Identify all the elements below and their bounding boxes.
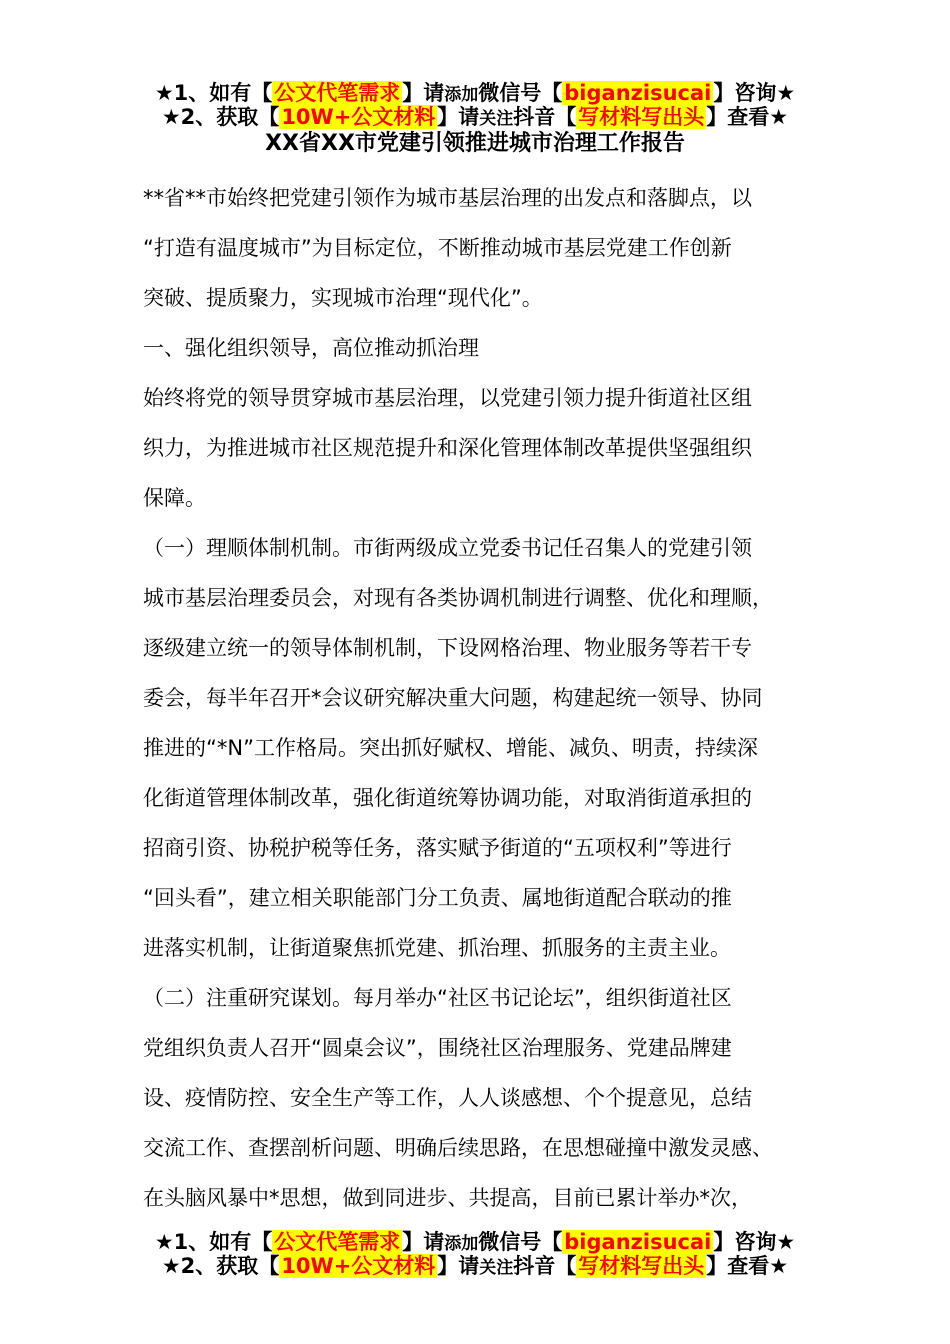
promo-line-2 <box>0 92 950 129</box>
body-line: 委会，每半年召开*会议研究解决重大问题，构建起统一领导、协同 <box>143 686 763 710</box>
promo-text: 】查看★ <box>706 105 789 129</box>
promo-text: 微信号【 <box>478 81 563 105</box>
body-line: 推进的“*N”工作格局。突出抓好赋权、增能、减负、明责，持续深 <box>143 736 758 760</box>
body-line: 党组织负责人召开“圆桌会议”，围绕社区治理服务、党建品牌建 <box>143 1036 732 1060</box>
body-line: （二）注重研究谋划。每月举办“社区书记论坛”，组织街道社区 <box>143 986 732 1010</box>
promo-highlight: 10W+公文材料 <box>281 1254 436 1278</box>
promo-highlight: 写材料写出头 <box>578 1254 705 1278</box>
promo-text: 抖音【 <box>513 105 577 129</box>
body-line: 进落实机制，让街道聚焦抓党建、抓治理、抓服务的主责主业。 <box>143 936 731 960</box>
promo-highlight: 公文代笔需求 <box>274 1230 401 1254</box>
promo-line-2 <box>0 1241 950 1278</box>
promo-highlight: biganzisucai <box>564 1230 712 1254</box>
body-line: 交流工作、查摆剖析问题、明确后续思路，在思想碰撞中激发灵感、 <box>143 1136 773 1160</box>
section-heading: 一、强化组织领导，高位推动抓治理 <box>143 336 479 360</box>
promo-highlight: biganzisucai <box>564 81 712 105</box>
body-line: **省**市始终把党建引领作为城市基层治理的出发点和落脚点，以 <box>143 186 752 210</box>
promo-highlight: 写材料写出头 <box>578 105 705 129</box>
body-line: 设、疫情防控、安全生产等工作，人人谈感想、个个提意见，总结 <box>143 1086 752 1110</box>
body-line: 招商引资、协税护税等任务，落实赋予街道的“五项权利”等进行 <box>143 836 732 860</box>
promo-text: ★2、获取【 <box>161 1254 280 1278</box>
body-line: 城市基层治理委员会，对现有各类协调机制进行调整、优化和理顺， <box>143 586 773 610</box>
promo-emphasis: 添加 <box>444 1234 479 1254</box>
body-line: 逐级建立统一的领导体制机制，下设网格治理、物业服务等若干专 <box>143 636 752 660</box>
promo-text: 】请 <box>437 1254 480 1278</box>
promo-emphasis: 添加 <box>444 85 479 105</box>
promo-text: 】请 <box>402 81 445 105</box>
promo-text: ★2、获取【 <box>161 105 280 129</box>
body-line: “回头看”，建立相关职能部门分工负责、属地街道配合联动的推 <box>143 886 732 910</box>
document-title: XX省XX市党建引领推进城市治理工作报告 <box>265 131 685 156</box>
body-line: 保障。 <box>143 486 206 510</box>
body-line: 化街道管理体制改革，强化街道统筹协调功能，对取消街道承担的 <box>143 786 752 810</box>
body-line: “打造有温度城市”为目标定位，不断推动城市基层党建工作创新 <box>143 236 732 260</box>
promo-text: ★1、如有【 <box>154 1230 273 1254</box>
body-line: 始终将党的领导贯穿城市基层治理，以党建引领力提升街道社区组 <box>143 386 752 410</box>
promo-text: 】咨询★ <box>713 1230 796 1254</box>
promo-text: 】请 <box>437 105 480 129</box>
promo-text: 】请 <box>402 1230 445 1254</box>
promo-emphasis: 关注 <box>479 1258 514 1278</box>
promo-text: 】查看★ <box>706 1254 789 1278</box>
document-body <box>143 173 833 1223</box>
promo-highlight: 公文代笔需求 <box>274 81 401 105</box>
body-line: 突破、提质聚力，实现城市治理“现代化”。 <box>143 286 543 310</box>
body-line: （一）理顺体制机制。市街两级成立党委书记任召集人的党建引领 <box>143 536 752 560</box>
promo-banner-bottom <box>0 1217 950 1278</box>
promo-emphasis: 关注 <box>479 109 514 129</box>
promo-line-1 <box>0 1217 950 1254</box>
promo-text: 微信号【 <box>478 1230 563 1254</box>
body-line: 在头脑风暴中*思想，做到同进步、共提高，目前已累计举办*次， <box>143 1186 752 1210</box>
promo-text: 】咨询★ <box>713 81 796 105</box>
promo-text: ★1、如有【 <box>154 81 273 105</box>
promo-banner-top <box>0 68 950 129</box>
promo-text: 抖音【 <box>513 1254 577 1278</box>
body-line: 织力，为推进城市社区规范提升和深化管理体制改革提供坚强组织 <box>143 436 752 460</box>
promo-highlight: 10W+公文材料 <box>281 105 436 129</box>
promo-line-1 <box>0 68 950 105</box>
